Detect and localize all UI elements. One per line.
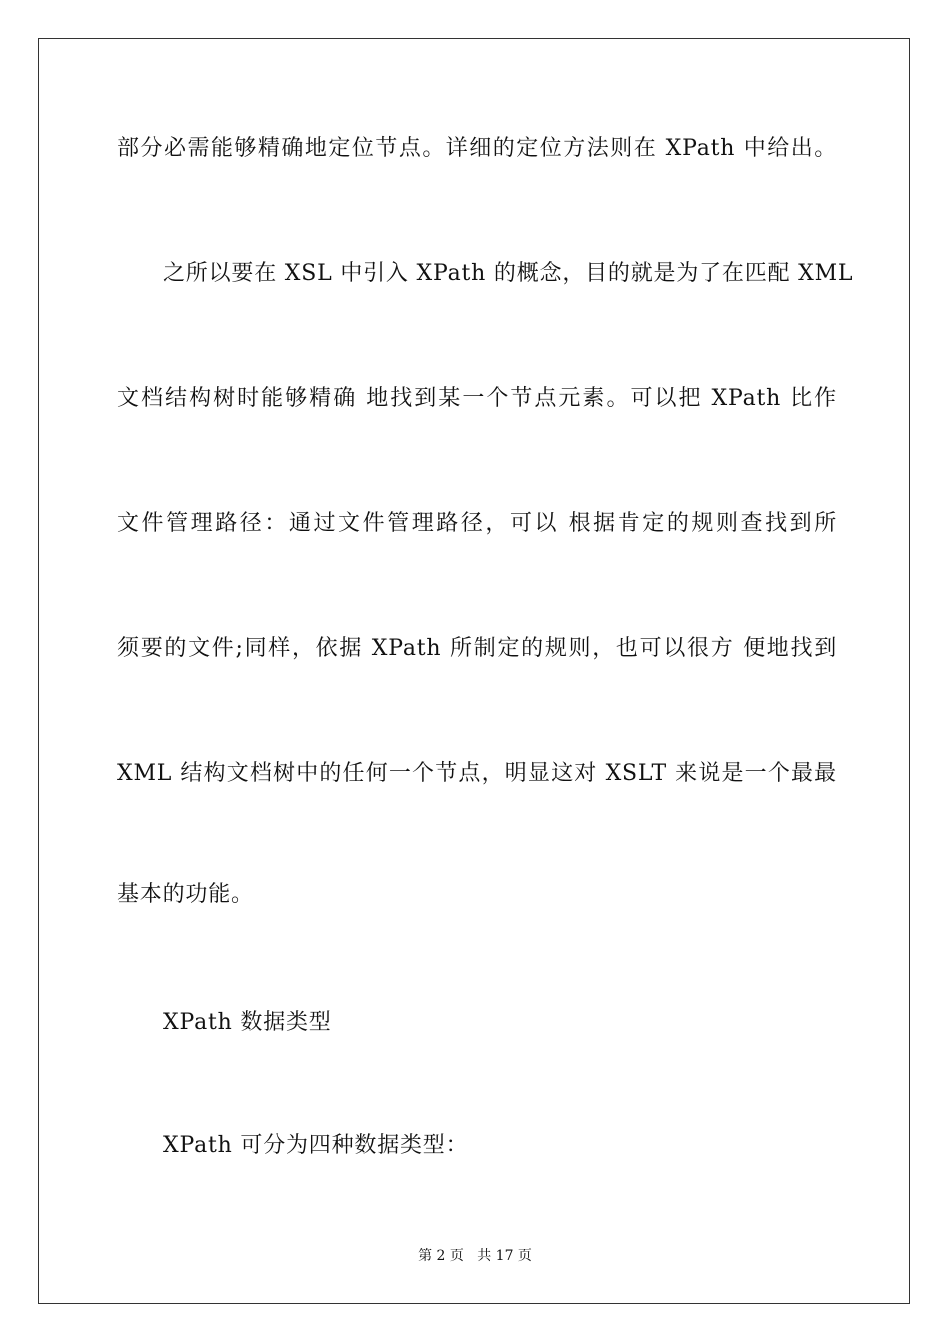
section-heading: XPath 数据类型: [163, 1010, 332, 1035]
paragraph-line-5: 须要的文件;同样，依据 XPath 所制定的规则，也可以很方 便地找到: [117, 636, 837, 661]
paragraph-line-1: 部分必需能够精确地定位节点。详细的定位方法则在 XPath 中给出。: [117, 136, 837, 161]
paragraph-line-6: XML 结构文档树中的任何一个节点，明显这对 XSLT 来说是一个最最: [117, 761, 837, 786]
paragraph-line-3: 文档结构树时能够精确 地找到某一个节点元素。可以把 XPath 比作: [117, 386, 837, 411]
paragraph-line-4: 文件管理路径：通过文件管理路径，可以 根据肯定的规则查找到所: [117, 511, 837, 536]
paragraph-line-2: 之所以要在 XSL 中引入 XPath 的概念，目的就是为了在匹配 XML: [163, 261, 854, 286]
page-border: [38, 38, 910, 1304]
page-footer: 第 2 页 共 17 页: [418, 1248, 532, 1264]
paragraph-line-9: XPath 可分为四种数据类型：: [163, 1133, 469, 1158]
paragraph-line-7: 基本的功能。: [117, 882, 254, 907]
